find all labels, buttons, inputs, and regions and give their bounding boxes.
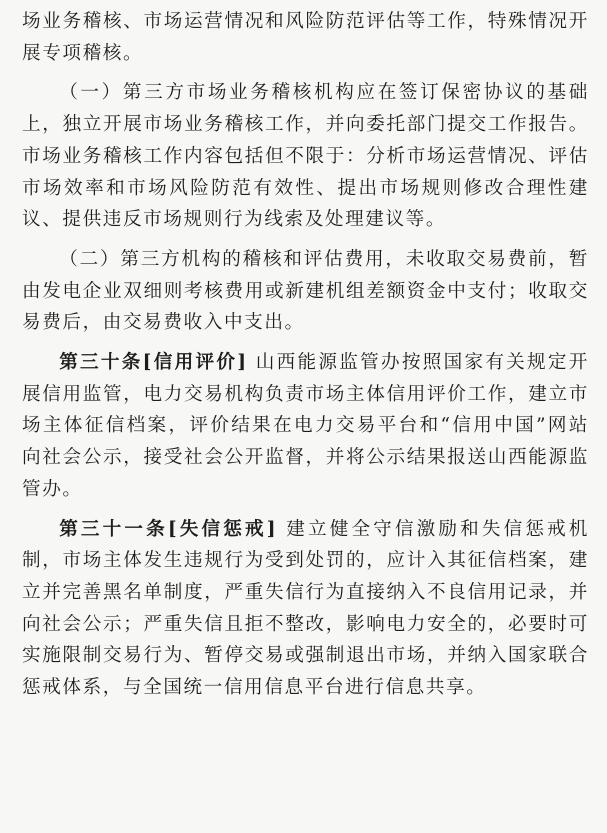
paragraph-text: （二）第三方机构的稽核和评估费用，未收取交易费前，暂由发电企业双细则考核费用或新建机组差额资金中支付；收取交易费后，由交易费收入中支出。 <box>22 248 589 334</box>
paragraph-text: 建立健全守信激励和失信惩戒机制，市场主体发生违规行为受到处罚的，应计入其征信档案，建立并完善黑名单制度，严重失信行为直接纳入不良信用记录，并向社会公示；严重失信且拒不整改，影响电力安全的，必要时可实施限制交易行为、暂停交易或强制退出市场，并纳入国家联合惩戒体系，与全国统一信用信息平台进行信息共享。 <box>22 518 590 699</box>
article-31-paragraph <box>22 514 589 704</box>
paragraph-text: （一）第三方市场业务稽核机构应在签订保密协议的基础上，独立开展市场业务稽核工作，并向委托部门提交工作报告。市场业务稽核工作内容包括但不限于：分析市场运营情况、评估市场效率和市场风险防范有效性、提出市场规则修改合理性建议、提供违反市场规则行为线索及处理建议等。 <box>22 82 589 231</box>
article-30-paragraph <box>22 347 589 506</box>
article-heading: 第三十一条[失信惩戒] <box>59 518 278 540</box>
paragraph-text: 山西能源监管办按照国家有关规定开展信用监管，电力交易机构负责市场主体信用评价工作，建立市场主体征信档案，评价结果在电力交易平台和“信用中国”网站向社会公示，接受社会公开监督，并将公示结果报送山西能源监管办。 <box>22 352 589 500</box>
paragraph-continuation <box>22 6 589 69</box>
paragraph-text: 场业务稽核、市场运营情况和风险防范评估等工作，特殊情况开展专项稽核。 <box>22 11 589 64</box>
paragraph-clause-1 <box>22 77 589 236</box>
article-heading: 第三十条[信用评价] <box>59 352 248 374</box>
paragraph-clause-2 <box>22 244 589 339</box>
